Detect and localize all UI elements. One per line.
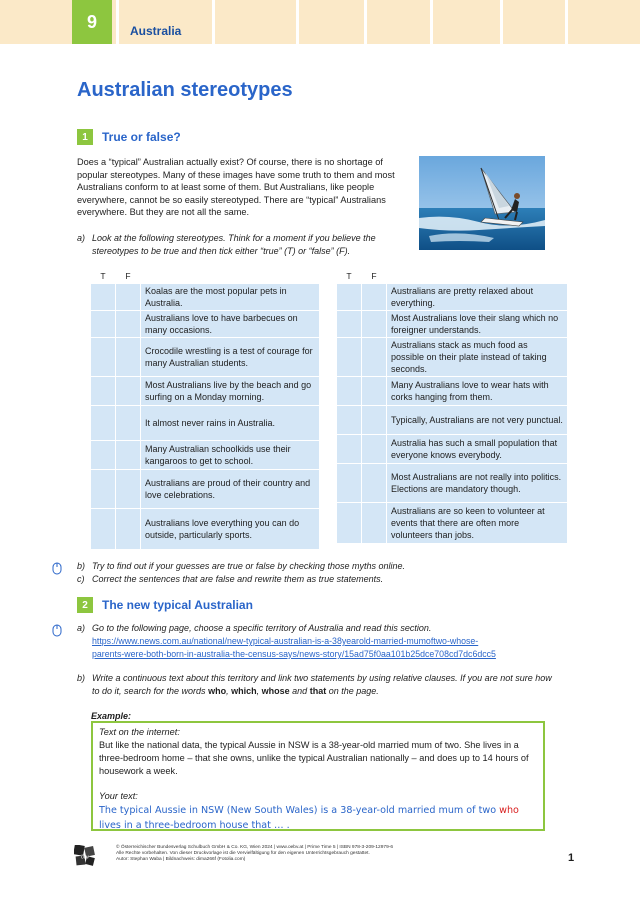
- statement: Australians are proud of their country and love celebrations.: [141, 470, 319, 508]
- intro-paragraph: Does a “typical” Australian actually exist? Of course, there is no shortage of popular stereotypes. Many of these images have some truth to them and most Australians conform to at least some of them. But Australians, like people everywhere, cannot be so easily stereotyped. There are “typical” Australians everywhere. But they are not all the same.: [77, 157, 395, 217]
- task-2a-text: Go to the following page, choose a specific territory of Australia and read this section.: [92, 623, 432, 633]
- page-header: [0, 0, 640, 44]
- mouse-icon: [52, 624, 62, 637]
- false-checkbox[interactable]: [362, 503, 386, 543]
- false-checkbox[interactable]: [362, 435, 386, 463]
- true-checkbox[interactable]: [337, 284, 361, 310]
- page-title: Australian stereotypes: [77, 79, 293, 101]
- task-2b-sentence: Write a continuous text about this territory and link two statements by using relative clauses. If you are not sure how to do it, search for the words: [92, 673, 552, 696]
- true-checkbox[interactable]: [337, 503, 361, 543]
- true-checkbox[interactable]: [91, 377, 115, 405]
- keyword-whose: whose: [261, 685, 290, 696]
- true-checkbox[interactable]: [91, 509, 115, 549]
- true-checkbox[interactable]: [337, 435, 361, 463]
- statement: Australians stack as much food as possible on their plate instead of taking seconds.: [387, 338, 567, 376]
- false-checkbox[interactable]: [116, 441, 140, 469]
- example-box: [91, 721, 545, 831]
- task-1a: [77, 232, 417, 258]
- your-text: [99, 803, 537, 833]
- your-text-start: The typical Aussie in NSW (New South Wales) is a 38-year-old married mum of two: [99, 805, 497, 816]
- false-checkbox[interactable]: [116, 470, 140, 508]
- task-2a: [77, 622, 557, 662]
- false-checkbox[interactable]: [116, 338, 140, 376]
- highlight-who: who: [499, 805, 519, 816]
- task-2a-label: a): [77, 623, 86, 633]
- your-text-label: Your text:: [99, 791, 138, 801]
- statement: Australians love to have barbecues on many occasions.: [141, 311, 319, 337]
- footer-text: [116, 845, 393, 864]
- mouse-icon: [52, 562, 62, 575]
- true-checkbox[interactable]: [91, 441, 115, 469]
- oebv-logo: [74, 845, 96, 867]
- example-label: Example:: [91, 711, 132, 721]
- true-checkbox[interactable]: [337, 464, 361, 502]
- logo-text: öbv: [80, 854, 90, 861]
- task-1c-text: Correct the sentences that are false and rewrite them as true statements.: [92, 574, 384, 584]
- task-2b-label: b): [77, 673, 86, 683]
- section-1-number: 1: [77, 129, 93, 145]
- task-1a-label: a): [77, 233, 86, 243]
- column-header-true: T: [337, 269, 361, 283]
- true-checkbox[interactable]: [91, 470, 115, 508]
- true-checkbox[interactable]: [337, 377, 361, 405]
- false-checkbox[interactable]: [362, 406, 386, 434]
- task-1b: [77, 560, 557, 573]
- statement: It almost never rains in Australia.: [141, 406, 319, 440]
- article-link-line-2[interactable]: parents-were-both-born-in-australia-the-census-says/news-story/15ad75f0aa101b25dce708cd7dc6dcc5: [92, 649, 496, 659]
- keyword-who: who: [208, 685, 227, 696]
- true-checkbox[interactable]: [337, 311, 361, 337]
- task-1b-label: b): [77, 561, 86, 571]
- footer-line-2: Alle Rechte vorbehalten. Von dieser Druckvorlage ist die Vervielfältigung für den eigenen Unterrichtsgebrauch gestattet.: [116, 851, 370, 857]
- text-internet-label: Text on the internet:: [99, 727, 180, 737]
- true-checkbox[interactable]: [91, 338, 115, 376]
- task-1b-text: Try to find out if your guesses are true or false by checking those myths online.: [92, 561, 405, 571]
- false-checkbox[interactable]: [116, 311, 140, 337]
- task-1c: [77, 573, 557, 586]
- task-1a-text: Look at the following stereotypes. Think for a moment if you believe the stereotypes to be true and then tick either “true” (T) or “false” (F).: [92, 233, 376, 256]
- false-checkbox[interactable]: [362, 338, 386, 376]
- statement: Australians are pretty relaxed about everything.: [387, 284, 567, 310]
- column-header-false: F: [362, 269, 386, 283]
- task-2b-end: on the page.: [328, 685, 379, 696]
- statement: Crocodile wrestling is a test of courage for many Australian students.: [141, 338, 319, 376]
- task-2b: [77, 672, 557, 700]
- section-2-number: 2: [77, 597, 93, 613]
- footer-line-1: © Österreichischer Bundesverlag Schulbuch GmbH & Co. KG, Wien 2024 | www.oebv.at | Prime Time 5 | ISBN 978-3-209-12979-6: [116, 845, 393, 850]
- true-checkbox[interactable]: [337, 406, 361, 434]
- true-checkbox[interactable]: [91, 284, 115, 310]
- statement: Typically, Australians are not very punctual.: [387, 406, 567, 434]
- false-checkbox[interactable]: [116, 284, 140, 310]
- page-number: 1: [568, 852, 575, 864]
- statement: Australians love everything you can do outside, particularly sports.: [141, 509, 319, 549]
- statement: Koalas are the most popular pets in Australia.: [141, 284, 319, 310]
- your-text-end: lives in a three-bedroom house that … .: [99, 820, 290, 831]
- false-checkbox[interactable]: [362, 377, 386, 405]
- true-checkbox[interactable]: [337, 338, 361, 376]
- false-checkbox[interactable]: [362, 311, 386, 337]
- section-1-heading: [77, 129, 181, 145]
- column-header-false: F: [116, 269, 140, 283]
- statement: Many Australians love to wear hats with corks hanging from them.: [387, 377, 567, 405]
- stereotype-table-right: [336, 268, 568, 544]
- false-checkbox[interactable]: [116, 377, 140, 405]
- footer-line-3: Autor: Stephan Waba | Bildnachweis: dima266f (Fotolia.com): [116, 857, 246, 863]
- statement: Most Australians love their slang which no foreigner understands.: [387, 311, 567, 337]
- false-checkbox[interactable]: [362, 464, 386, 502]
- text-internet: But like the national data, the typical Aussie in NSW is a 38-year-old married mum of two. She lives in a three-bedroom home – that she owns, unlike the typical Australian nationally – and does up to 14 hours of housework a week.: [99, 740, 529, 776]
- true-checkbox[interactable]: [91, 406, 115, 440]
- false-checkbox[interactable]: [116, 406, 140, 440]
- column-header-true: T: [91, 269, 115, 283]
- keyword-that: that: [309, 685, 327, 696]
- statement: Most Australians live by the beach and go surfing on a Monday morning.: [141, 377, 319, 405]
- section-1-title: True or false?: [102, 130, 181, 144]
- section-2-heading: [77, 597, 253, 613]
- false-checkbox[interactable]: [116, 509, 140, 549]
- statement: Many Australian schoolkids use their kangaroos to get to school.: [141, 441, 319, 469]
- false-checkbox[interactable]: [362, 284, 386, 310]
- statement: Australia has such a small population that everyone knows everybody.: [387, 435, 567, 463]
- chapter-number: 9: [72, 0, 112, 44]
- article-link-line-1[interactable]: https://www.news.com.au/national/new-typical-australian-is-a-38yearold-married-mumoftwo-whose-: [92, 636, 479, 646]
- stereotype-table-left: [90, 268, 320, 550]
- task-1c-label: c): [77, 574, 85, 584]
- windsurfer-photo: [419, 156, 545, 250]
- section-2-title: The new typical Australian: [102, 598, 253, 612]
- keyword-which: which: [231, 685, 257, 696]
- chapter-title: Australia: [130, 24, 182, 38]
- statement: Australians are so keen to volunteer at events that there are often more volunteers than jobs.: [387, 503, 567, 543]
- task-2b-and: and: [292, 685, 308, 696]
- statement: Most Australians are not really into politics. Elections are mandatory though.: [387, 464, 567, 502]
- task-2b-text: Write a continuous text about this territory and link two statements by using relative clauses. If you are not sure how to do it, search for the words who, which, whose and that on the page.: [92, 673, 552, 696]
- true-checkbox[interactable]: [91, 311, 115, 337]
